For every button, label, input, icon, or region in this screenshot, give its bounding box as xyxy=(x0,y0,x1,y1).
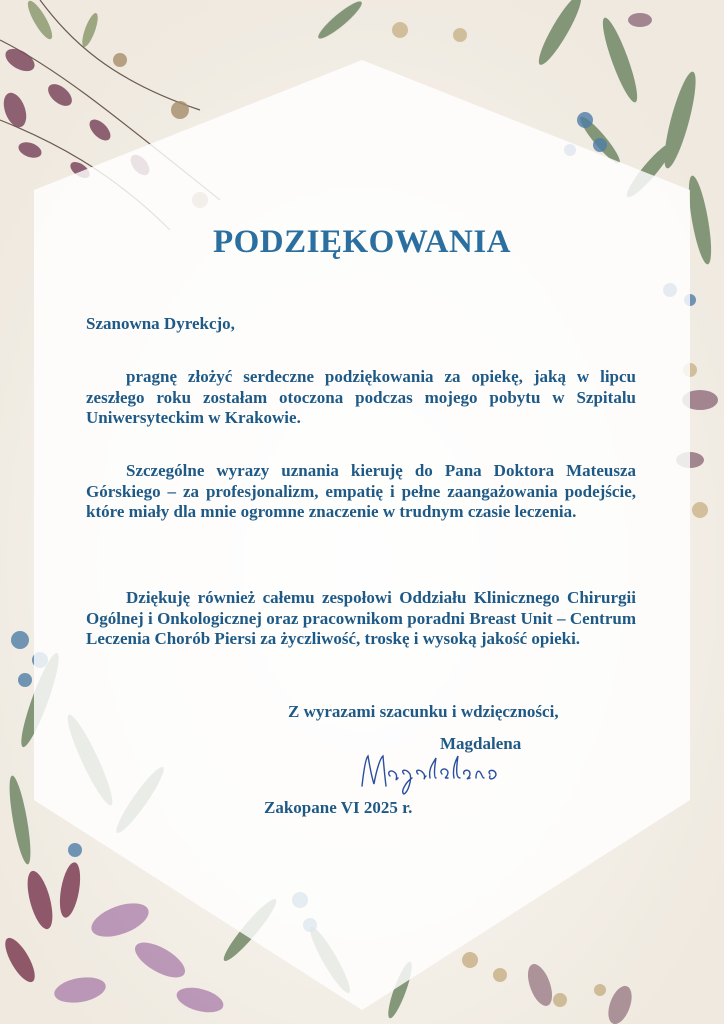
letter-title: PODZIĘKOWANIA xyxy=(212,224,512,260)
handwritten-signature xyxy=(356,748,516,796)
paragraph-2: Szczególne wyrazy uznania kieruję do Pana Doktora Mateusza Górskiego – za profesjonalizm, empatię i pełne zaangażowania podejście, które miały dla mnie ogromne znaczenie w trudnym czasie leczenia. xyxy=(86,461,636,521)
place-and-date: Zakopane VI 2025 r. xyxy=(264,798,413,817)
closing-phrase: Z wyrazami szacunku i wdzięczności, xyxy=(288,702,559,721)
paragraph-1: pragnę złożyć serdeczne podziękowania za opiekę, jaką w lipcu zeszłego roku zostałam otoczona podczas mojego pobytu w Szpitalu Uniwersyteckim w Krakowie. xyxy=(86,367,636,427)
paragraph-3: Dziękuję również całemu zespołowi Oddziału Klinicznego Chirurgii Ogólnej i Onkologicznej oraz pracownikom poradni Breast Unit – Centrum Leczenia Chorób Piersi za życzliwość, troskę i wysoką jakość opieki. xyxy=(86,588,636,648)
salutation: Szanowna Dyrekcjo, xyxy=(86,314,235,333)
sender-name: Magdalena xyxy=(440,734,522,753)
